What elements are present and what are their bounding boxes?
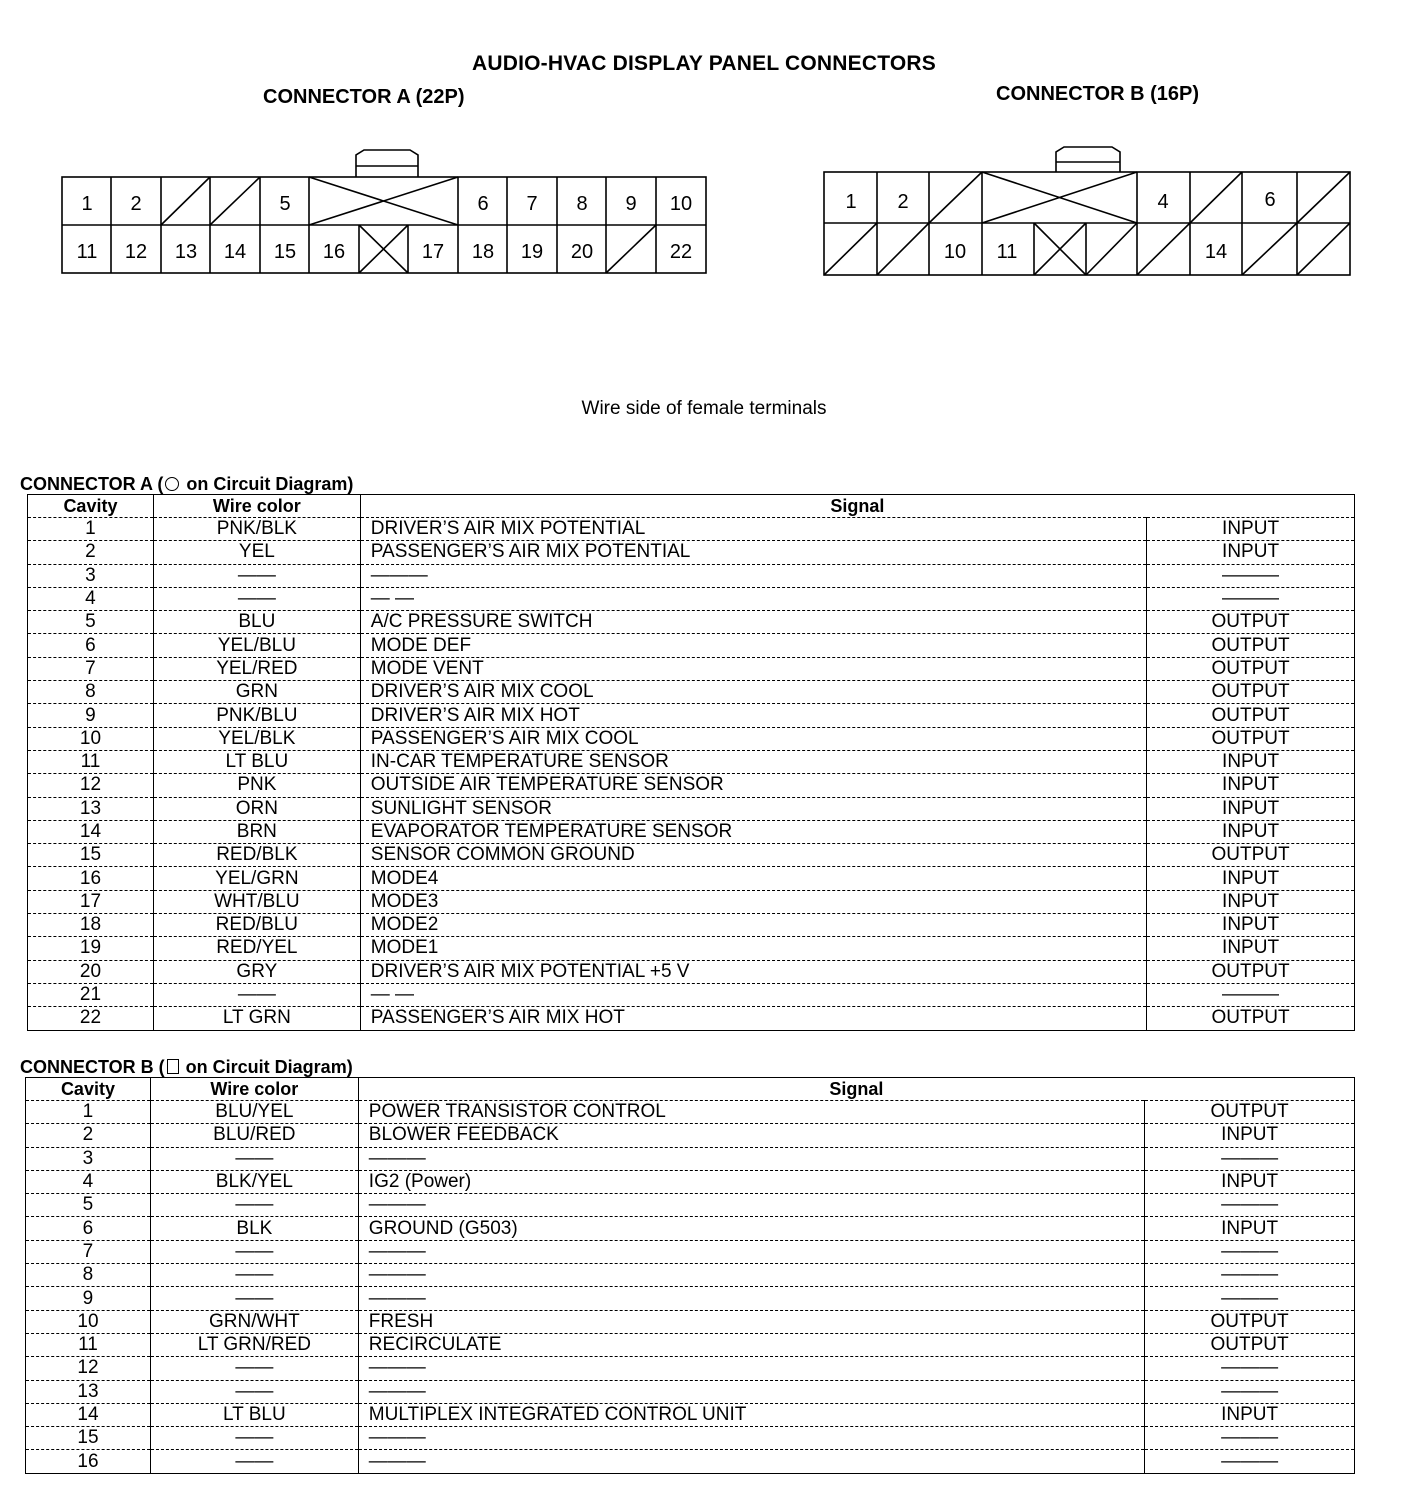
cavity-cell: 16 [26,1450,151,1473]
table-row [26,1333,1355,1356]
direction-cell: ——— [1145,1194,1355,1217]
cavity-cell: 4 [28,587,154,610]
signal-cell: MULTIPLEX INTEGRATED CONTROL UNIT [358,1403,1144,1426]
table-a-title: CONNECTOR A ( on Circuit Diagram) [20,474,354,494]
wire-color-cell: —— [150,1427,358,1450]
pin-label: 10 [943,241,967,263]
direction-cell: OUTPUT [1147,634,1355,657]
pin-label: 13 [174,241,198,263]
cavity-cell: 13 [26,1380,151,1403]
cavity-cell: 5 [26,1194,151,1217]
table-row [26,1357,1355,1380]
direction-cell: INPUT [1147,541,1355,564]
direction-cell: OUTPUT [1145,1333,1355,1356]
direction-cell: INPUT [1147,890,1355,913]
pin-label: 7 [526,193,538,215]
pin-label: 20 [570,241,594,263]
pin-label: 16 [322,241,346,263]
cavity-cell: 5 [28,611,154,634]
table-row [26,1380,1355,1403]
table-row [28,867,1355,890]
connector-a-rows [28,518,1355,1031]
table-row [28,704,1355,727]
direction-cell: INPUT [1147,937,1355,960]
signal-header: Signal [360,495,1354,518]
wire-color-cell: —— [150,1380,358,1403]
direction-cell: ——— [1145,1264,1355,1287]
pin-label: 9 [625,193,637,215]
signal-cell: RECIRCULATE [358,1333,1144,1356]
signal-cell: ——— [358,1264,1144,1287]
cavity-cell: 3 [26,1147,151,1170]
wire-color-cell: GRY [153,960,360,983]
signal-cell: EVAPORATOR TEMPERATURE SENSOR [360,820,1146,843]
wire-color-cell: —— [150,1287,358,1310]
direction-cell: INPUT [1145,1170,1355,1193]
connector-b-label: CONNECTOR B (16P) [996,83,1199,105]
cavity-cell: 14 [26,1403,151,1426]
signal-cell: MODE1 [360,937,1146,960]
pin-label: 14 [223,241,247,263]
pin-label: 19 [520,241,544,263]
wire-side-caption: Wire side of female terminals [581,398,827,419]
wire-color-cell: —— [150,1147,358,1170]
wire-color-header: Wire color [153,495,360,518]
signal-cell: DRIVER’S AIR MIX POTENTIAL +5 V [360,960,1146,983]
pin-label: 6 [477,193,489,215]
cavity-cell: 1 [28,518,154,541]
direction-cell: INPUT [1145,1403,1355,1426]
signal-cell: MODE VENT [360,657,1146,680]
direction-cell: OUTPUT [1147,681,1355,704]
table-row [26,1287,1355,1310]
wire-color-cell: PNK [153,774,360,797]
wire-color-cell: —— [150,1450,358,1473]
square-symbol-icon [167,1059,179,1074]
table-row [28,681,1355,704]
cavity-cell: 16 [28,867,154,890]
direction-cell: INPUT [1147,518,1355,541]
direction-cell: OUTPUT [1145,1101,1355,1124]
cavity-header: Cavity [26,1078,151,1101]
signal-cell: ——— [358,1147,1144,1170]
signal-header: Signal [358,1078,1354,1101]
pin-label: 5 [279,193,291,215]
pin-label: 15 [273,241,297,263]
pin-label: 2 [130,193,142,215]
table-row [28,657,1355,680]
table-row [26,1427,1355,1450]
direction-cell: INPUT [1147,820,1355,843]
cavity-cell: 13 [28,797,154,820]
pin-label: 6 [1264,189,1276,211]
wire-color-cell: GRN [153,681,360,704]
table-row [28,1007,1355,1030]
cavity-cell: 4 [26,1170,151,1193]
wire-color-cell: YEL/BLU [153,634,360,657]
signal-cell: IG2 (Power) [358,1170,1144,1193]
cavity-cell: 9 [26,1287,151,1310]
direction-cell: OUTPUT [1147,611,1355,634]
table-row [28,890,1355,913]
direction-cell: INPUT [1147,774,1355,797]
signal-cell: — — [360,983,1146,1006]
wire-color-cell: WHT/BLU [153,890,360,913]
direction-cell: ——— [1147,564,1355,587]
table-row [26,1450,1355,1473]
cavity-header: Cavity [28,495,154,518]
wire-color-cell: —— [153,587,360,610]
signal-cell: ——— [360,564,1146,587]
direction-cell: INPUT [1145,1124,1355,1147]
signal-cell: PASSENGER’S AIR MIX HOT [370,1007,625,1029]
direction-cell: INPUT [1147,867,1355,890]
wire-color-cell: BLU/RED [150,1124,358,1147]
signal-cell: MODE2 [360,914,1146,937]
table-b-title: CONNECTOR B ( on Circuit Diagram) [20,1057,353,1077]
signal-cell: — — [360,587,1146,610]
direction-cell: ——— [1145,1147,1355,1170]
table-row [26,1101,1355,1124]
wire-color-cell: —— [150,1264,358,1287]
signal-cell: ——— [358,1194,1144,1217]
table-row [28,564,1355,587]
direction-cell: ——— [1145,1427,1355,1450]
table-row [26,1217,1355,1240]
wire-color-cell: BLK/YEL [150,1170,358,1193]
direction-cell: ——— [1145,1450,1355,1473]
cavity-cell: 2 [28,541,154,564]
cavity-cell: 10 [28,727,154,750]
wire-color-cell: RED/BLU [153,914,360,937]
cavity-cell: 8 [28,681,154,704]
signal-cell: SUNLIGHT SENSOR [360,797,1146,820]
wire-color-cell: BLU [153,611,360,634]
wire-color-cell: LT BLU [153,750,360,773]
signal-cell: PASSENGER’S AIR MIX POTENTIAL [360,541,1146,564]
cavity-cell: 19 [28,937,154,960]
signal-cell: ——— [368,1450,426,1472]
cavity-cell: 12 [26,1357,151,1380]
wire-color-cell: YEL/BLK [153,727,360,750]
table-row [28,960,1355,983]
signal-cell: IN-CAR TEMPERATURE SENSOR [360,750,1146,773]
pin-label: 4 [1157,191,1169,213]
wire-color-cell: YEL/RED [153,657,360,680]
direction-cell: OUTPUT [1147,960,1355,983]
cavity-cell: 18 [28,914,154,937]
table-row [28,774,1355,797]
wire-color-header: Wire color [150,1078,358,1101]
signal-cell: FRESH [358,1310,1144,1333]
table-row [26,1403,1355,1426]
cavity-cell: 7 [28,657,154,680]
signal-cell: DRIVER’S AIR MIX POTENTIAL [360,518,1146,541]
direction-cell: OUTPUT [1147,727,1355,750]
table-row [28,797,1355,820]
pin-label: 11 [76,241,98,263]
table-row [28,844,1355,867]
cavity-cell: 20 [28,960,154,983]
table-row [28,634,1355,657]
table-row [26,1194,1355,1217]
wire-color-cell: LT GRN/RED [150,1333,358,1356]
table-row [26,1124,1355,1147]
pin-label: 12 [124,241,148,263]
direction-cell: ——— [1145,1380,1355,1403]
direction-cell: ——— [1147,983,1355,1006]
pin-label: 14 [1204,241,1228,263]
wire-color-cell: RED/YEL [153,937,360,960]
pin-label: 8 [576,193,588,215]
cavity-cell: 12 [28,774,154,797]
signal-cell: DRIVER’S AIR MIX COOL [360,681,1146,704]
cavity-cell: 6 [28,634,154,657]
cavity-cell: 6 [26,1217,151,1240]
connector-b-table [25,1077,1355,1474]
table-row [28,983,1355,1006]
direction-cell: INPUT [1147,797,1355,820]
direction-cell: OUTPUT [1147,657,1355,680]
table-row [28,587,1355,610]
signal-cell: POWER TRANSISTOR CONTROL [358,1101,1144,1124]
signal-cell: MODE4 [360,867,1146,890]
signal-cell: ——— [358,1380,1144,1403]
signal-cell: ——— [358,1240,1144,1263]
cavity-cell: 22 [28,1007,154,1030]
signal-cell: A/C PRESSURE SWITCH [360,611,1146,634]
pin-label: 11 [996,241,1018,263]
cavity-cell: 11 [28,750,154,773]
signal-cell: ——— [358,1427,1144,1450]
wire-color-cell: —— [153,564,360,587]
cavity-cell: 15 [28,844,154,867]
pin-label: 17 [421,241,445,263]
wire-color-cell: —— [150,1357,358,1380]
signal-cell: ——— [358,1357,1144,1380]
cavity-cell: 10 [26,1310,151,1333]
direction-cell: INPUT [1145,1217,1355,1240]
wire-color-cell: PNK/BLK [153,518,360,541]
table-row [28,914,1355,937]
direction-cell: INPUT [1147,914,1355,937]
direction-cell: OUTPUT [1147,704,1355,727]
table-row [28,518,1355,541]
table-row [26,1240,1355,1263]
cavity-cell: 11 [26,1333,151,1356]
signal-cell: PASSENGER’S AIR MIX COOL [360,727,1146,750]
signal-cell: DRIVER’S AIR MIX HOT [360,704,1146,727]
wire-color-cell: YEL/GRN [153,867,360,890]
pin-label: 2 [897,191,909,213]
wire-color-cell: YEL [153,541,360,564]
connector-diagrams [0,0,1408,320]
wire-color-cell: ORN [153,797,360,820]
wire-color-cell: —— [150,1240,358,1263]
connector-a-pins [77,193,693,263]
table-row [28,750,1355,773]
pin-label: 18 [471,241,495,263]
cavity-cell: 14 [28,820,154,843]
cavity-cell: 21 [28,983,154,1006]
connector-b-rows [26,1101,1355,1474]
table-row [28,727,1355,750]
connector-a-table [27,494,1355,1031]
table-row [26,1147,1355,1170]
wire-color-cell: —— [153,983,360,1006]
table-row [28,937,1355,960]
cavity-cell: 17 [28,890,154,913]
cavity-cell: 3 [28,564,154,587]
direction-cell: ——— [1145,1357,1355,1380]
page-title: AUDIO-HVAC DISPLAY PANEL CONNECTORS [471,52,936,75]
cavity-cell: 9 [28,704,154,727]
table-row [28,820,1355,843]
cavity-cell: 7 [26,1240,151,1263]
wire-color-cell: PNK/BLU [153,704,360,727]
connector-a-label: CONNECTOR A (22P) [263,86,465,108]
table-row [26,1170,1355,1193]
direction-cell: ——— [1145,1240,1355,1263]
pin-label: 1 [845,191,857,213]
wire-color-cell: —— [150,1194,358,1217]
cavity-cell: 1 [26,1101,151,1124]
direction-cell: OUTPUT [1147,844,1355,867]
signal-cell: BLOWER FEEDBACK [358,1124,1144,1147]
connector-a-diagram [62,150,706,273]
direction-cell: ——— [1145,1287,1355,1310]
cavity-cell: 15 [26,1427,151,1450]
wire-color-cell: BLK [150,1217,358,1240]
pin-label: 1 [81,193,93,215]
pin-label: 22 [669,241,693,263]
circle-symbol-icon [165,477,179,491]
table-row [26,1310,1355,1333]
signal-cell: OUTSIDE AIR TEMPERATURE SENSOR [360,774,1146,797]
direction-cell: ——— [1147,587,1355,610]
wire-color-cell: BLU/YEL [150,1101,358,1124]
signal-cell: MODE DEF [360,634,1146,657]
signal-cell: SENSOR COMMON GROUND [360,844,1146,867]
signal-cell: GROUND (G503) [358,1217,1144,1240]
direction-cell: OUTPUT [1147,1007,1355,1030]
cavity-cell: 8 [26,1264,151,1287]
wire-color-cell: RED/BLK [153,844,360,867]
table-row [26,1264,1355,1287]
wire-color-cell: BRN [153,820,360,843]
wire-color-cell: LT BLU [150,1403,358,1426]
table-row [28,611,1355,634]
signal-cell: ——— [358,1287,1144,1310]
wire-color-cell: LT GRN [153,1007,360,1030]
direction-cell: OUTPUT [1145,1310,1355,1333]
wire-color-cell: GRN/WHT [150,1310,358,1333]
pin-label: 10 [669,193,693,215]
connector-b-pins [845,189,1275,263]
signal-cell: MODE3 [360,890,1146,913]
cavity-cell: 2 [26,1124,151,1147]
table-row [28,541,1355,564]
direction-cell: INPUT [1147,750,1355,773]
